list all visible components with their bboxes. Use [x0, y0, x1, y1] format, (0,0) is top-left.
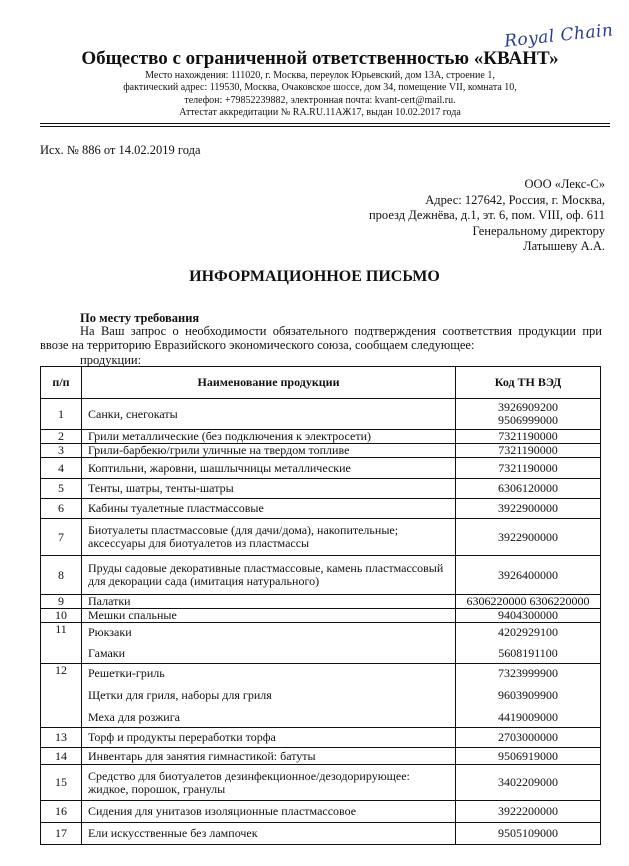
row-name: Тенты, шатры, тенты-шатры [82, 479, 456, 499]
row-number: 9 [41, 595, 82, 609]
row-code: 3922900000 [456, 519, 601, 556]
signature: Royal Chain [503, 20, 615, 52]
item-line: Гамаки [88, 646, 126, 660]
row-name [82, 664, 456, 728]
row-code: 2703000000 [456, 728, 601, 748]
item-line: Щетки для гриля, наборы для гриля [88, 688, 272, 702]
table-row [41, 823, 601, 845]
row-number: 14 [41, 748, 82, 765]
document-title: ИНФОРМАЦИОННОЕ ПИСЬМО [189, 268, 440, 285]
table-row [41, 609, 601, 623]
row-number: 17 [41, 823, 82, 845]
item-line: Решетки-гриль [88, 666, 165, 680]
row-name: Ели искусственные без лампочек [82, 823, 456, 845]
row-name [82, 623, 456, 664]
table-header-row [41, 367, 601, 399]
col-name-header: Наименование продукции [82, 367, 456, 399]
table-row [41, 595, 601, 609]
org-location: Место нахождения: 111020, г. Москва, переулок Юрьевский, дом 13А, строение 1, [145, 70, 495, 81]
row-number: 8 [41, 556, 82, 595]
row-name: Палатки [82, 595, 456, 609]
row-code [456, 399, 601, 430]
row-name: Средство для биотуалетов дезинфекционное/дезодорирующее: жидкое, порошок, гранулы [82, 765, 456, 801]
recipient-block [275, 177, 605, 255]
code-line: 9506999000 [498, 413, 558, 427]
recipient-address-1: Адрес: 127642, Россия, г. Москва, [425, 192, 605, 207]
intro-paragraph: На Ваш запрос о необходимости обязательного подтверждения соответствия продукции при ввозе на территорию Евразийского экономического союза, сообщаем следующее: [40, 324, 602, 352]
row-code: 3926400000 [456, 556, 601, 595]
row-code: 7321190000 [456, 444, 601, 458]
row-name: Биотуалеты пластмассовые (для дачи/дома), накопительные; аксессуары для биотуалетов из пластмассы [82, 519, 456, 556]
header-rule-bottom [40, 126, 610, 127]
row-number: 5 [41, 479, 82, 499]
table-row [41, 748, 601, 765]
row-name: Грили-барбекю/грили уличные на твердом топливе [82, 444, 456, 458]
org-contacts: телефон: +79852239882, электронная почта: kvant-cert@mail.ru. [184, 94, 456, 106]
row-number: 13 [41, 728, 82, 748]
table-row [41, 765, 601, 801]
row-number: 2 [41, 430, 82, 444]
table-row [41, 444, 601, 458]
recipient-company: ООО «Лекс-С» [524, 177, 605, 191]
recipient-address-2: проезд Дежнёва, д.1, эт. 6, пом. VIII, оф. 611 [368, 208, 605, 222]
code-line: 3926909200 [498, 400, 558, 414]
col-code-header: Код ТН ВЭД [456, 367, 601, 399]
org-name: Общество с ограниченной ответственностью «КВАНТ» [81, 48, 559, 69]
row-name: Мешки спальные [82, 609, 456, 623]
row-code: 6306220000 6306220000 [456, 595, 601, 609]
table-row [41, 479, 601, 499]
table-row [41, 399, 601, 430]
row-number: 11 [41, 623, 82, 664]
row-name: Грили металлические (без подключения к электросети) [82, 430, 456, 444]
row-number: 6 [41, 499, 82, 519]
row-code: 9506919000 [456, 748, 601, 765]
row-name: Коптильни, жаровни, шашлычницы металлические [82, 458, 456, 479]
row-name: Пруды садовые декоративные пластмассовые, камень пластмассовый для декорации сада (имитация натурального) [82, 556, 456, 595]
products-table [40, 366, 601, 845]
code-line: 4202929100 [498, 625, 558, 639]
table-row [41, 519, 601, 556]
table-row [41, 664, 601, 728]
table-row [41, 556, 601, 595]
col-number-header: п/п [41, 367, 82, 399]
row-number: 4 [41, 458, 82, 479]
row-code: 9404300000 [456, 609, 601, 623]
row-number: 10 [41, 609, 82, 623]
row-number: 3 [41, 444, 82, 458]
item-line: Меха для розжига [88, 710, 180, 724]
row-name: Инвентарь для занятия гимнастикой: батуты [82, 748, 456, 765]
row-code: 3922900000 [456, 499, 601, 519]
row-number: 12 [41, 664, 82, 728]
table-row [41, 728, 601, 748]
request-label: По месту требования [80, 311, 200, 325]
row-code: 3922200000 [456, 801, 601, 823]
code-line: 4419009000 [498, 710, 558, 724]
row-number: 15 [41, 765, 82, 801]
row-code: 6306120000 [456, 479, 601, 499]
outgoing-number: Исх. № 886 от 14.02.2019 года [40, 143, 201, 157]
recipient-name: Латышеву А.А. [523, 239, 605, 253]
code-line: 9603909900 [498, 688, 558, 702]
row-code: 3402209000 [456, 765, 601, 801]
row-name: Сидения для унитазов изоляционные пластмассовое [82, 801, 456, 823]
org-actual-address: фактический адрес: 119530, Москва, Очаковское шоссе, дом 34, помещение VII, комната 10, [123, 82, 517, 94]
recipient-position: Генеральному директору [472, 223, 605, 238]
row-number: 1 [41, 399, 82, 430]
table-row [41, 499, 601, 519]
row-code: 7321190000 [456, 430, 601, 444]
products-label: продукции: [80, 353, 142, 367]
row-code: 7321190000 [456, 458, 601, 479]
row-code: 9505109000 [456, 823, 601, 845]
row-number: 7 [41, 519, 82, 556]
row-name: Торф и продукты переработки торфа [82, 728, 456, 748]
code-line: 5608191100 [498, 646, 558, 660]
row-code [456, 664, 601, 728]
row-name: Санки, снегокаты [82, 399, 456, 430]
table-row [41, 801, 601, 823]
row-number: 16 [41, 801, 82, 823]
code-line: 7323999900 [498, 666, 558, 680]
org-accreditation: Аттестат аккредитации № RA.RU.11АЖ17, выдан 10.02.2017 года [179, 106, 461, 118]
letterhead [60, 48, 580, 119]
table-row [41, 623, 601, 664]
header-rule-top [40, 123, 610, 124]
item-line: Рюкзаки [88, 625, 132, 639]
table-row [41, 458, 601, 479]
table-row [41, 430, 601, 444]
row-code [456, 623, 601, 664]
row-name: Кабины туалетные пластмассовые [82, 499, 456, 519]
